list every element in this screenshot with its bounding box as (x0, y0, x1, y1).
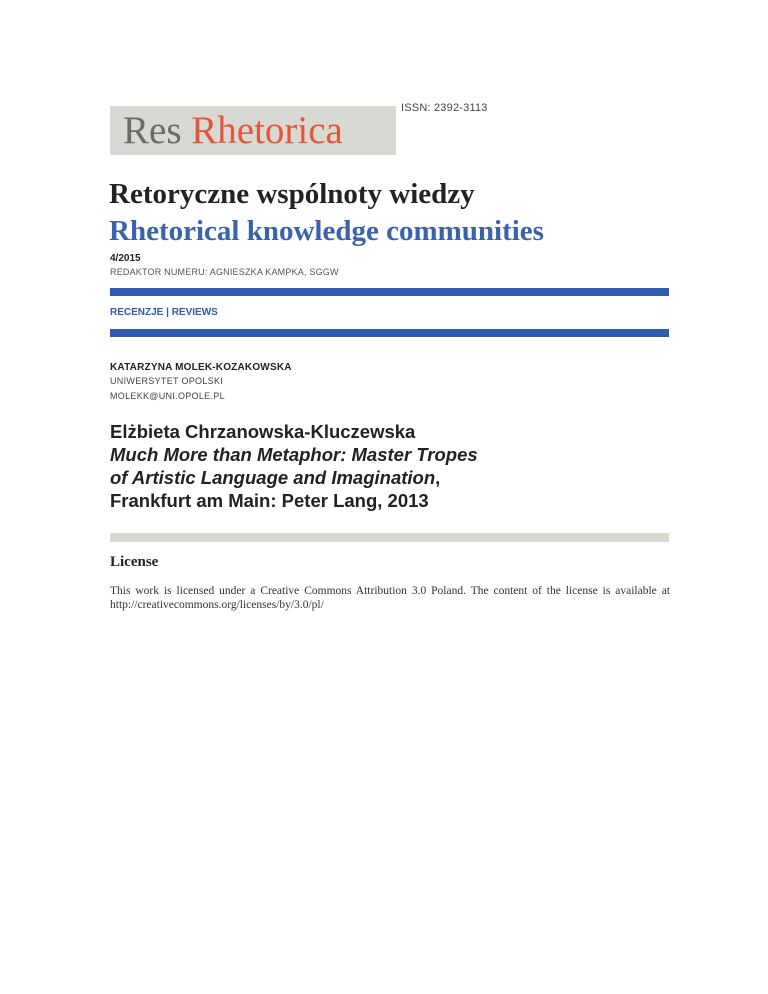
section-divider-bottom (110, 329, 669, 337)
logo-word-res: Res (123, 109, 182, 152)
author-email[interactable]: MOLEKK@UNI.OPOLE.PL (110, 391, 225, 401)
issn-label: ISSN: 2392-3113 (401, 102, 488, 114)
section-divider-top (110, 288, 669, 296)
issue-title-polish: Retoryczne wspólnoty wiedzy (109, 178, 475, 210)
reviewed-work-title-line1: Much More than Metaphor: Master Tropes (110, 444, 478, 465)
journal-logo (123, 108, 343, 154)
author-affiliation: UNIWERSYTET OPOLSKI (110, 376, 224, 386)
author-name: KATARZYNA MOLEK-KOZAKOWSKA (110, 362, 292, 373)
section-label: RECENZJE | REVIEWS (110, 307, 218, 318)
issue-editor: REDAKTOR NUMERU: AGNIESZKA KAMPKA, SGGW (110, 267, 339, 277)
reviewed-work (110, 420, 570, 512)
license-heading: License (110, 554, 159, 570)
issue-title-english: Rhetorical knowledge communities (109, 215, 544, 247)
license-text: This work is licensed under a Creative Commons Attribution 3.0 Poland. The content of the license is available at http://creativecommons.org/licenses/by/3.0/pl/ (110, 585, 670, 611)
license-divider (110, 533, 669, 542)
reviewed-work-title-line2: of Artistic Language and Imagination, (110, 467, 441, 488)
logo-word-rhetorica: Rhetorica (191, 109, 343, 152)
reviewed-work-author: Elżbieta Chrzanowska-Kluczewska (110, 421, 416, 442)
reviewed-work-publication: Frankfurt am Main: Peter Lang, 2013 (110, 490, 429, 511)
issue-number: 4/2015 (110, 253, 141, 264)
